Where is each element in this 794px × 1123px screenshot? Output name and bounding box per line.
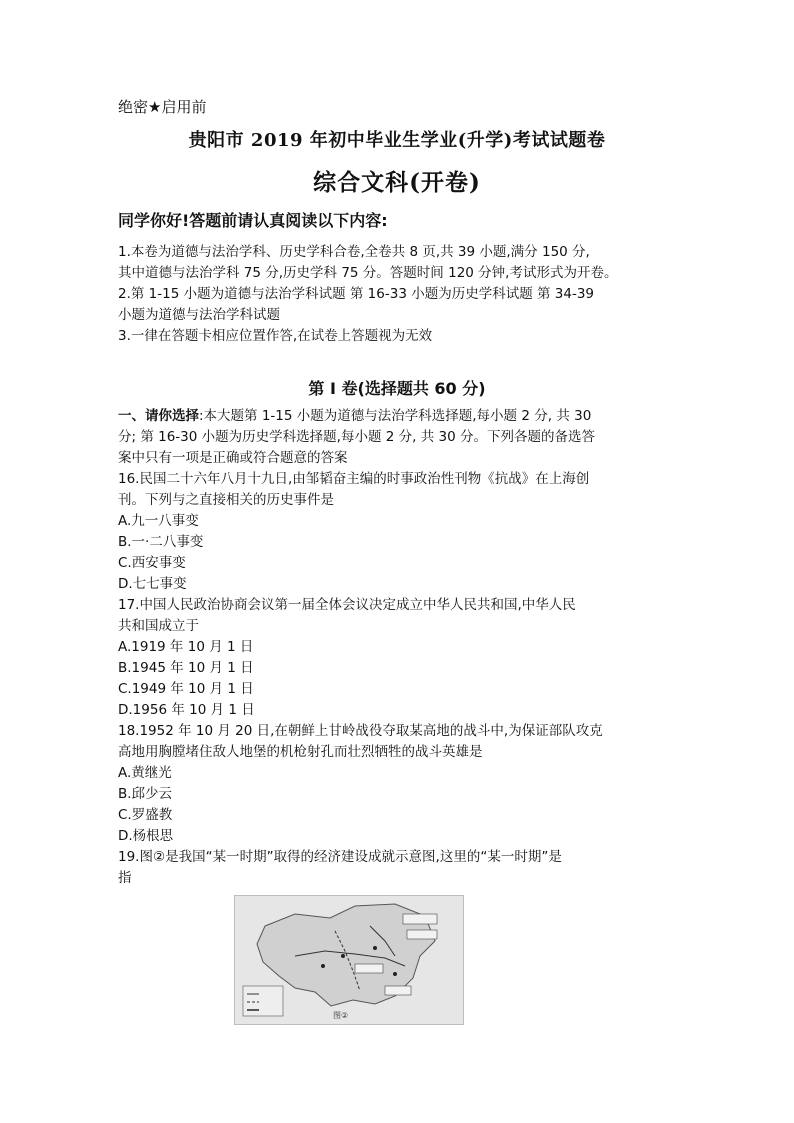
questions-block	[118, 406, 683, 889]
instruction-line: 分; 第 16-30 小题为历史学科选择题,每小题 2 分, 共 30 分。下列各题的备选答	[118, 429, 595, 445]
question-19-stem: 19.图②是我国“某一时期”取得的经济建设成就示意图,这里的“某一时期”是	[118, 849, 562, 865]
question-16-stem: 刊。下列与之直接相关的历史事件是	[118, 492, 334, 508]
question-18-stem: 18.1952 年 10 月 20 日,在朝鲜上甘岭战役夺取某高地的战斗中,为保证部队攻克	[118, 723, 603, 739]
notice-greeting: 同学你好!答题前请认真阅读以下内容:	[118, 211, 388, 230]
map-illustration	[235, 896, 463, 1024]
notice-line: 小题为道德与法治学科试题	[118, 307, 280, 323]
exam-subtitle: 综合文科(开卷)	[313, 169, 481, 196]
q17-option-a: A.1919 年 10 月 1 日	[118, 639, 254, 655]
q17-option-b: B.1945 年 10 月 1 日	[118, 660, 254, 676]
question-19-stem: 指	[118, 870, 132, 886]
question-16-stem: 16.民国二十六年八月十九日,由邹韬奋主编的时事政治性刊物《抗战》在上海创	[118, 471, 590, 487]
china-economic-map-figure	[234, 895, 464, 1025]
question-17-stem: 共和国成立于	[118, 618, 199, 634]
question-18-stem: 高地用胸膛堵住敌人地堡的机枪射孔而壮烈牺牲的战斗英雄是	[118, 744, 483, 760]
question-17-stem: 17.中国人民政治协商会议第一届全体会议决定成立中华人民共和国,中华人民	[118, 597, 576, 613]
instruction-bold: 一、请你选择	[118, 408, 199, 424]
secret-label: 绝密★启用前	[118, 98, 207, 116]
q16-option-d: D.七七事变	[118, 576, 187, 592]
notice-block	[118, 242, 683, 347]
instruction-line: 案中只有一项是正确或符合题意的答案	[118, 450, 348, 466]
q16-option-c: C.西安事变	[118, 555, 186, 571]
q17-option-d: D.1956 年 10 月 1 日	[118, 702, 255, 718]
notice-line: 1.本卷为道德与法治学科、历史学科合卷,全卷共 8 页,共 39 小题,满分 150 分,	[118, 244, 590, 260]
q17-option-c: C.1949 年 10 月 1 日	[118, 681, 254, 697]
q16-option-b: B.一·二八事变	[118, 534, 204, 550]
q18-option-d: D.杨根思	[118, 828, 174, 844]
instruction-line	[118, 406, 683, 427]
part1-title: 第 I 卷(选择题共 60 分)	[308, 379, 486, 398]
notice-line: 3.一律在答题卡相应位置作答,在试卷上答题视为无效	[118, 328, 433, 344]
q18-option-a: A.黄继光	[118, 765, 172, 781]
figure-caption: 图②	[333, 1011, 349, 1020]
q18-option-c: C.罗盛教	[118, 807, 173, 823]
notice-line: 其中道德与法治学科 75 分,历史学科 75 分。答题时间 120 分钟,考试形式为开卷。	[118, 265, 618, 281]
q18-option-b: B.邱少云	[118, 786, 173, 802]
instruction-text: :本大题第 1-15 小题为道德与法治学科选择题,每小题 2 分, 共 30	[199, 408, 592, 424]
exam-title: 贵阳市 2019 年初中毕业生学业(升学)考试试题卷	[188, 130, 606, 151]
q16-option-a: A.九一八事变	[118, 513, 199, 529]
notice-line: 2.第 1-15 小题为道德与法治学科试题 第 16-33 小题为历史学科试题 第 34-39	[118, 286, 595, 302]
